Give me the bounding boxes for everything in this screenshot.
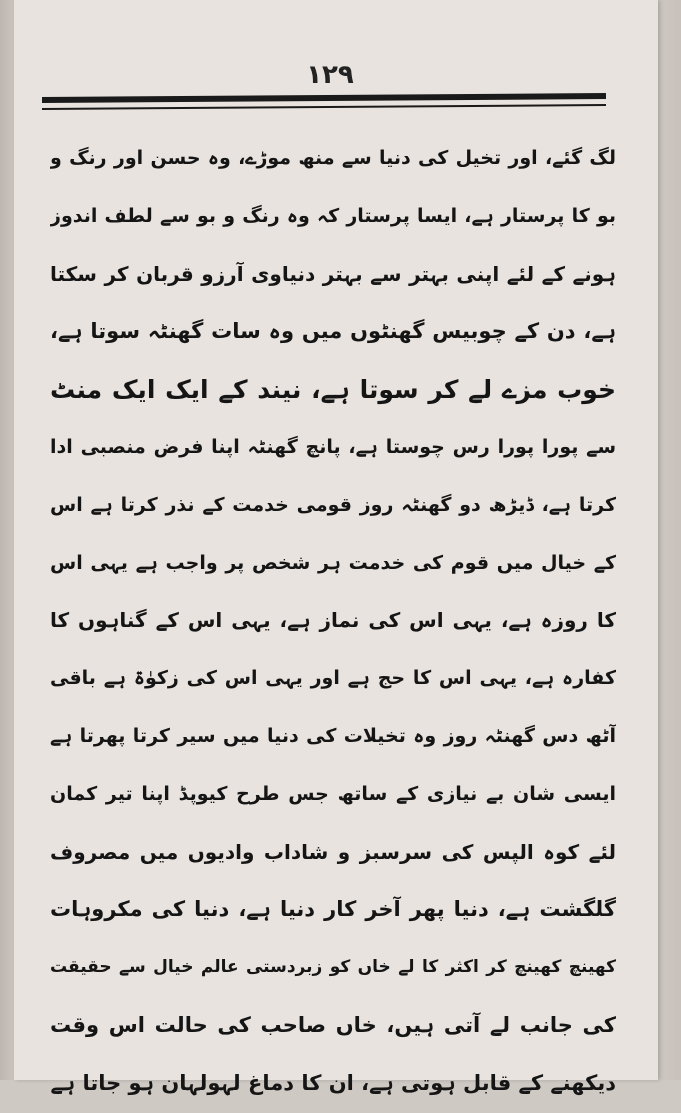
text-line: آٹھ دس گھنٹہ روز وہ تخیلات کی دنیا میں سیر کرتا پھرتا ہے: [50, 724, 616, 747]
text-line: بو کا پرستار ہے، ایسا پرستار کہ وہ رنگ و بو سے لطف اندوز: [50, 204, 616, 227]
text-line: سے پورا پورا رس چوستا ہے، پانچ گھنٹہ اپنا فرض منصبی ادا: [50, 435, 616, 458]
text-line: خوب مزے لے کر سوتا ہے، نیند کے ایک ایک منٹ: [50, 375, 616, 405]
text-line: کفارہ ہے، یہی اس کا حج ہے اور یہی اس کی زکوٰۃ ہے باقی: [50, 667, 616, 690]
page-number: ۱۲۹: [306, 60, 354, 90]
text-line: ہے، دن کے چوبیس گھنٹوں میں وہ سات گھنٹہ سوتا ہے،: [50, 319, 616, 344]
text-line: گلگشت ہے، دنیا پھر آخر کار دنیا ہے، دنیا کی مکروہات: [50, 897, 616, 922]
text-line: کی جانب لے آتی ہیں، خاں صاحب کی حالت اس وقت: [50, 1012, 616, 1037]
text-line: لئے کوہ الپس کی سرسبز و شاداب وادیوں میں مصروف: [50, 839, 616, 864]
text-line: کھینچ کھینچ کر اکثر کا لے خاں کو زبردستی عالم خیال سے حقیقت: [50, 957, 616, 978]
text-line: ہونے کے لئے اپنی بہتر سے بہتر دنیاوی آرزو قربان کر سکتا: [50, 261, 616, 286]
text-line: دیکھنے کے قابل ہوتی ہے، ان کا دماغ لہولہان ہو جاتا ہے: [50, 1070, 616, 1095]
text-line: ایسی شان بے نیازی کے ساتھ جس طرح کیوپڈ اپنا تیر کمان: [50, 782, 616, 805]
text-line: لگ گئے، اور تخیل کی دنیا سے منھ موڑے، وہ حسن اور رنگ و: [50, 147, 616, 169]
text-line: کا روزہ ہے، یہی اس کی نماز ہے، یہی اس کے گناہوں کا: [50, 608, 616, 633]
page-body-text: [50, 130, 616, 1113]
text-line: کے خیال میں قوم کی خدمت ہر شخص پر واجب ہے یہی اس: [50, 551, 616, 574]
text-line: کرتا ہے، ڈیڑھ دو گھنٹہ روز قومی خدمت کے نذر کرتا ہے اس: [50, 493, 616, 516]
